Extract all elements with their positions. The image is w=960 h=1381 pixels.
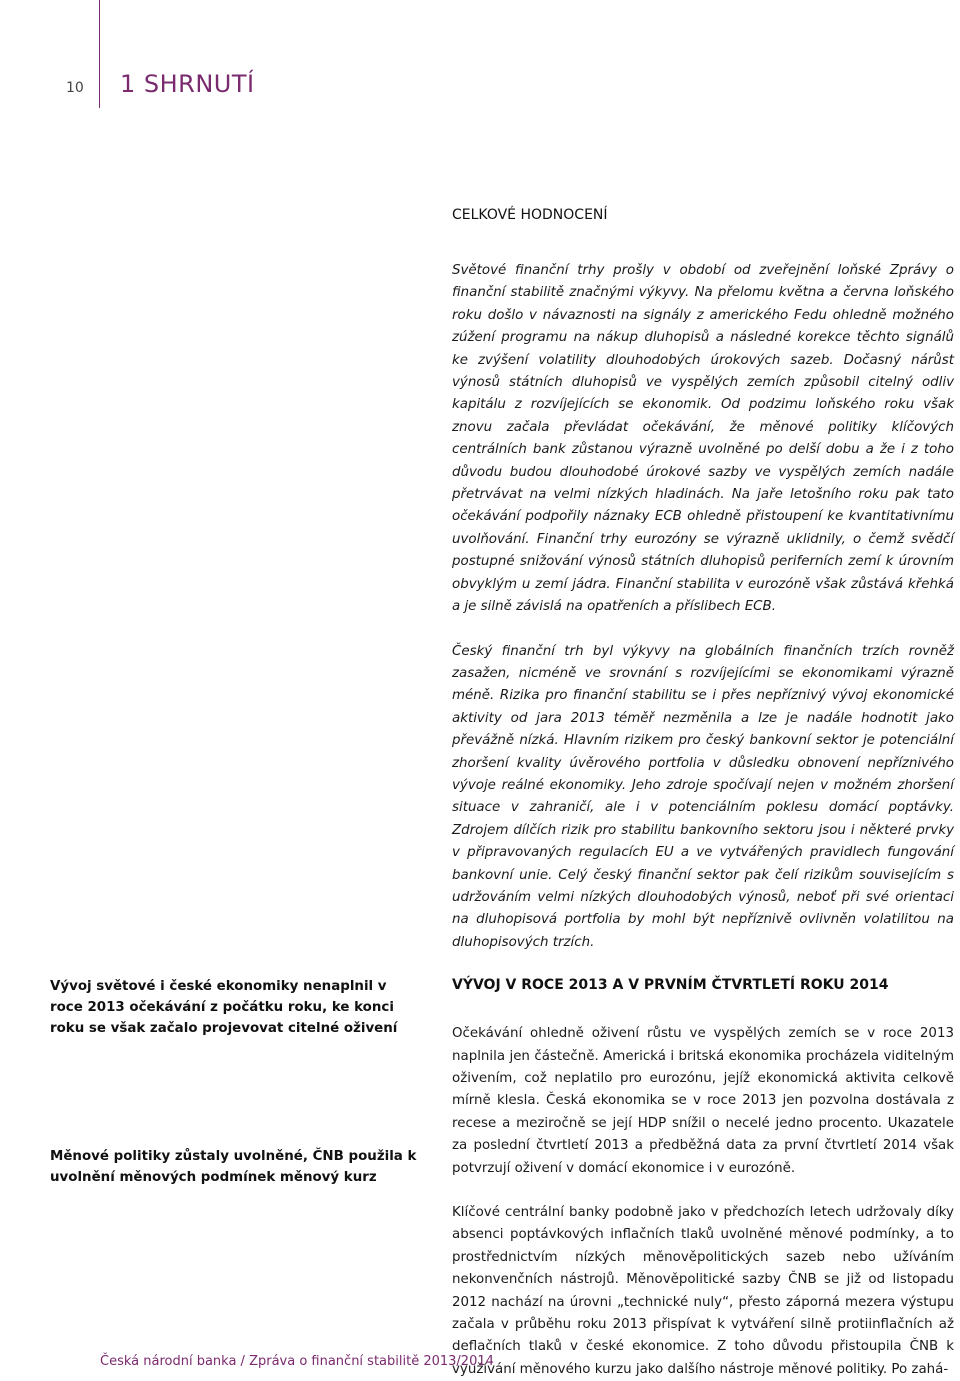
paragraph-global-markets: Světové finanční trhy prošly v období od zveřejnění loňské Zprávy o finanční stabilitě značnými výkyvy. Na přelomu května a června loňského roku došlo v návaznosti na signály z amerického Fedu ohledně možného zúžení programu na nákup dluhopisů a následné korekce těchto signálů ke zvýšení volatility dlouhodobých úrokových sazeb. Dočasný nárůst výnosů státních dluhopisů ve vyspělých zemích způsobil citelný odliv kapitálu z rozvíjejících se ekonomik. Od podzimu loňského roku však znovu začala převládat očekávání, že měnové politiky klíčových centrálních bank zůstanou výrazně uvolněné po delší dobu a že i z toho důvodu budou dlouhodobé úrokové sazby ve vyspělých zemích nadále přetrvávat na velmi nízkých hladinách. Na jaře letošního roku pak tato očekávání podpořily náznaky ECB ohledně přistoupení ke kvantitativnímu uvolňování. Finanční trhy eurozóny se výrazně uklidnily, o čemž svědčí postupné snižování výnosů státních dluhopisů periferních zemí k úrovním obvyklým u zemí jádra. Finanční stabilita v eurozóně však zůstává křehká a je silně závislá na opatřeních a příslibech ECB. [452, 263, 954, 615]
main-column [452, 207, 954, 1381]
footer: Česká národní banka / Zpráva o finanční stabilitě 2013/2014 [100, 1354, 494, 1369]
section-heading-overall-assessment: CELKOVÉ HODNOCENÍ [452, 207, 608, 223]
header-divider [99, 0, 100, 108]
sidenote-economy: Vývoj světové i české ekonomiky nenaplnil v roce 2013 očekávání z počátku roku, ke konci roku se však začalo projevovat citelné oživení [50, 979, 398, 1036]
section-heading-developments: VÝVOJ V ROCE 2013 A V PRVNÍM ČTVRTLETÍ ROKU 2014 [452, 977, 889, 994]
paragraph-czech-market: Český finanční trh byl výkyvy na globálních finančních trzích rovněž zasažen, nicméně ve srovnání s rozvíjejícími se ekonomikami výrazně méně. Rizika pro finanční stabilitu se i přes nepříznivý vývoj ekonomické aktivity od jara 2013 téměř nezměnila a lze je nadále hodnotit jako převážně nízká. Hlavním rizikem pro český bankovní sektor je potenciální zhoršení kvality úvěrového portfolia v důsledku obnovení nepříznivého vývoje reálné ekonomiky. Jeho zdroje spočívají nejen v možném zhoršení situace v zahraničí, ale i v potenciálním poklesu domácí poptávky. Zdrojem dílčích rizik pro stabilitu bankovního sektoru jsou i některé prvky v připravovaných regulacích EU a ve vytvářených pravidlech fungování bankovní unie. Celý český finanční sektor pak čelí rizikům souvisejícím s udržováním velmi nízkých dlouhodobých výnosů, neboť při své orientaci na dluhopisová portfolia by mohl být nepříznivě ovlivněn volatilitou na dluhopisových trzích. [452, 643, 954, 950]
paragraph-monetary-policy: Klíčové centrální banky podobně jako v předchozích letech udržovaly díky absenci poptávkových inflačních tlaků uvolněné měnové podmínky, a to prostřednictvím nízkých měnověpolitických sazeb nebo užíváním nekonvenčních nástrojů. Měnověpolitické sazby ČNB se již od listopadu 2012 nachází na úrovni „technické nuly“, přesto záporná mezera výstupu začala v průběhu roku 2013 přispívat k vytváření silně protiinflačních až deflačních tlaků v české ekonomice. Z toho důvodu přistoupila ČNB k využívání měnového kurzu jako dalšího nástroje měnové politiky. Po zahá- [452, 1205, 954, 1377]
page-number: 10 [66, 80, 84, 96]
chapter-title: 1 SHRNUTÍ [120, 70, 255, 98]
paragraph-economic-recovery: Očekávání ohledně oživení růstu ve vyspělých zemích se v roce 2013 naplnila jen částečně. Americká i britská ekonomika procházela viditelným oživením, což neplatilo pro eurozónu, jejíž ekonomická aktivita celkově mírně klesla. Česká ekonomika se v roce 2013 jen pozvolna dostávala z recese a meziročně se její HDP snížil o necelé jedno procento. Ukazatele za poslední čtvrtletí 2013 a předběžná data za první čtvrtletí 2014 však potvrzují oživení v domácí ekonomice i v eurozóně. [452, 1026, 954, 1176]
sidenote-monetary-policy: Měnové politiky zůstaly uvolněné, ČNB použila k uvolnění měnových podmínek měnový kurz [50, 1149, 417, 1185]
